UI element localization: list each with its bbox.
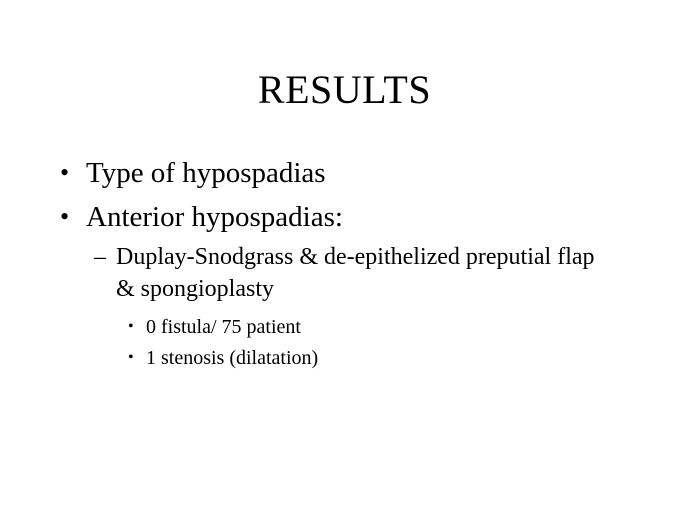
- bullet-marker: •: [128, 349, 134, 366]
- sub-bullet-text: Duplay-Snodgrass & de-epithelized preputial flap & spongioplasty: [116, 244, 595, 302]
- bullet-text: Type of hypospadias: [86, 157, 326, 189]
- dash-marker: –: [94, 244, 106, 270]
- bullet-text: Anterior hypospadias:: [86, 201, 343, 233]
- sub-sub-bullet-text: 1 stenosis (dilatation): [146, 347, 319, 369]
- bullet-marker: •: [60, 158, 70, 187]
- bullet-marker: •: [60, 202, 70, 231]
- slide-title: RESULTS: [257, 67, 432, 112]
- sub-sub-bullet-text: 0 fistula/ 75 patient: [146, 316, 301, 338]
- bullet-marker: •: [128, 318, 134, 335]
